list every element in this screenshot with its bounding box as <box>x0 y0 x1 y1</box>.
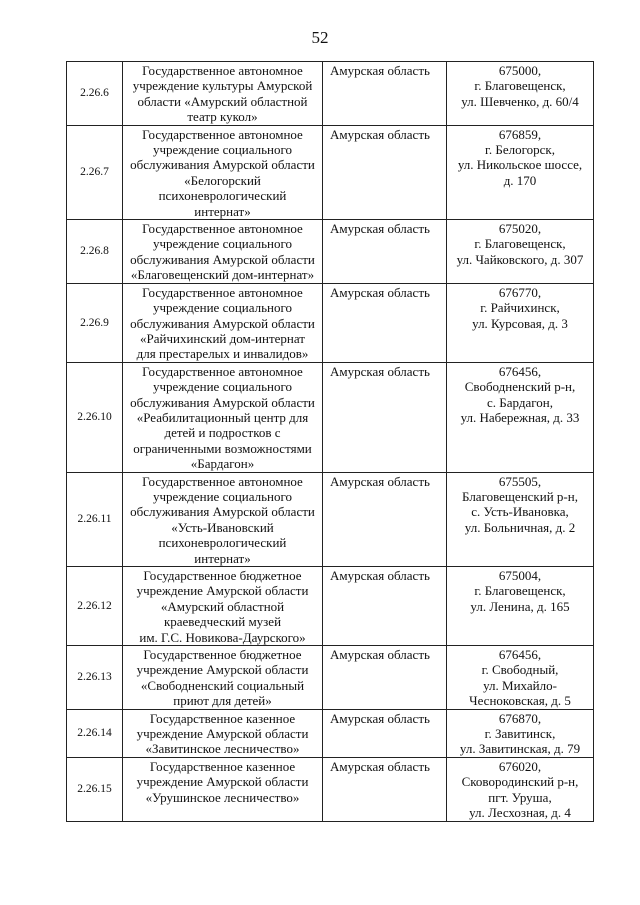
row-number: 2.26.10 <box>67 362 123 472</box>
institution-name-line: Государственное автономное <box>142 363 303 379</box>
row-number: 2.26.12 <box>67 567 123 646</box>
region: Амурская область <box>323 567 447 646</box>
page-number: 52 <box>311 28 329 47</box>
institution-name-line: Государственное автономное <box>142 63 303 78</box>
institution-name-line: учреждение социального <box>152 379 293 395</box>
address-line: с. Усть-Ивановка, <box>471 504 569 520</box>
row-number: 2.26.14 <box>67 709 123 757</box>
institution-name-line: Государственное автономное <box>142 473 303 489</box>
table-row <box>67 709 594 757</box>
institution-name <box>123 220 323 284</box>
address-line: г. Благовещенск, <box>474 236 566 252</box>
institution-name-line: ограниченными возможностями <box>133 440 312 456</box>
address-line: 675505, <box>498 473 542 489</box>
address-line: г. Райчихинск, <box>480 300 560 316</box>
region: Амурская область <box>323 125 447 219</box>
institution-name-line: Государственное автономное <box>142 126 303 142</box>
table-row <box>67 62 594 126</box>
address-line: 675020, <box>498 221 542 237</box>
table-row <box>67 567 594 646</box>
institution-name-line: «Амурский областной <box>160 598 285 614</box>
institution-name-line: психоневрологический <box>158 535 287 551</box>
address <box>447 709 594 757</box>
institution-name-line: Государственное бюджетное <box>143 647 302 663</box>
institution-name-line: обслуживания Амурской области <box>130 315 315 331</box>
row-number: 2.26.11 <box>67 472 123 566</box>
institution-name-line: обслуживания Амурской области <box>130 394 315 410</box>
institution-name <box>123 757 323 821</box>
institution-name-line: учреждение социального <box>152 488 293 504</box>
region: Амурская область <box>323 283 447 362</box>
address-line: 676456, <box>498 647 542 663</box>
address-line: Чесноковская, д. 5 <box>469 693 571 709</box>
institution-name <box>123 567 323 646</box>
address-line: г. Завитинск, <box>484 726 556 742</box>
row-number: 2.26.6 <box>67 62 123 126</box>
institution-name-line: учреждение социального <box>152 236 293 252</box>
table-row <box>67 472 594 566</box>
institution-name <box>123 283 323 362</box>
institution-name-line: психоневрологический <box>158 188 287 204</box>
address <box>447 125 594 219</box>
institution-name-line: приют для детей» <box>173 693 272 709</box>
institution-name-line: обслуживания Амурской области <box>130 157 315 173</box>
address <box>447 472 594 566</box>
institution-name-line: учреждение культуры Амурской <box>132 78 313 94</box>
institutions-table <box>66 61 594 822</box>
institution-name <box>123 472 323 566</box>
address-line: с. Бардагон, <box>487 394 553 410</box>
institution-name-line: учреждение Амурской области <box>136 583 309 599</box>
institution-name-line: «Реабилитационный центр для <box>136 409 309 425</box>
address-line: ул. Михайло- <box>483 677 557 693</box>
institution-name-line: учреждение Амурской области <box>136 662 309 678</box>
address-line: 676770, <box>498 284 542 300</box>
institution-name-line: Государственное автономное <box>142 221 303 237</box>
address <box>447 62 594 126</box>
institution-name-line: «Райчихинский дом-интернат <box>140 330 305 346</box>
institution-name <box>123 709 323 757</box>
address <box>447 757 594 821</box>
table-row <box>67 757 594 821</box>
institution-name-line: «Свободненский социальный <box>140 677 305 693</box>
address-line: ул. Ленина, д. 165 <box>470 598 570 614</box>
institution-name-line: Государственное казенное <box>149 758 296 774</box>
table-row <box>67 220 594 284</box>
address-line: г. Свободный, <box>481 662 559 678</box>
institution-name-line: Государственное казенное <box>149 710 296 726</box>
institution-name-line: для престарелых и инвалидов» <box>136 346 309 362</box>
address-line: Сковородинский р-н, <box>461 774 579 790</box>
institution-name-line: детей и подростков с <box>164 425 281 441</box>
address-line: 676859, <box>498 126 542 142</box>
institution-name-line: «Белогорский <box>184 172 261 188</box>
region: Амурская область <box>323 220 447 284</box>
address-line: 676020, <box>498 758 542 774</box>
table-body <box>67 62 594 822</box>
address-line: ул. Набережная, д. 33 <box>460 409 580 425</box>
institution-name-line: интернат» <box>194 550 251 566</box>
address <box>447 283 594 362</box>
address-line: Благовещенский р-н, <box>462 488 578 504</box>
region: Амурская область <box>323 62 447 126</box>
table-row <box>67 283 594 362</box>
institution-name-line: интернат» <box>194 203 251 219</box>
address-line: Свободненский р-н, <box>464 379 576 395</box>
address-line: г. Белогорск, <box>485 142 555 158</box>
address-line: 675004, <box>498 568 542 583</box>
institution-name <box>123 125 323 219</box>
institution-name-line: «Усть-Ивановский <box>171 519 274 535</box>
address-line: ул. Больничная, д. 2 <box>464 519 576 535</box>
address <box>447 567 594 646</box>
row-number: 2.26.13 <box>67 646 123 710</box>
address-line: г. Благовещенск, <box>474 583 566 599</box>
region: Амурская область <box>323 472 447 566</box>
table-row <box>67 125 594 219</box>
institution-name-line: «Урушинское лесничество» <box>145 789 300 805</box>
institution-name-line: учреждение Амурской области <box>136 726 309 742</box>
region: Амурская область <box>323 709 447 757</box>
institution-name-line: Государственное автономное <box>142 284 303 300</box>
institution-name <box>123 62 323 126</box>
institution-name-line: Государственное бюджетное <box>143 568 302 583</box>
table-row <box>67 362 594 472</box>
row-number: 2.26.7 <box>67 125 123 219</box>
institution-name <box>123 362 323 472</box>
region: Амурская область <box>323 757 447 821</box>
address-line: г. Благовещенск, <box>474 78 566 94</box>
institution-name-line: учреждение социального <box>152 300 293 316</box>
address-line: ул. Лесхозная, д. 4 <box>469 805 571 821</box>
row-number: 2.26.8 <box>67 220 123 284</box>
table-row <box>67 646 594 710</box>
address-line: 676870, <box>498 710 542 726</box>
region: Амурская область <box>323 646 447 710</box>
institution-name-line: «Завитинское лесничество» <box>145 741 300 757</box>
institution-name-line: учреждение Амурской области <box>136 774 309 790</box>
institution-name-line: учреждение социального <box>152 142 293 158</box>
institution-name <box>123 646 323 710</box>
row-number: 2.26.15 <box>67 757 123 821</box>
address-line: пгт. Уруша, <box>488 789 552 805</box>
address-line: ул. Никольское шоссе, <box>457 157 583 173</box>
address-line: ул. Курсовая, д. 3 <box>472 315 568 331</box>
address <box>447 220 594 284</box>
institution-name-line: им. Г.С. Новикова-Даурского» <box>139 629 306 645</box>
address-line: ул. Шевченко, д. 60/4 <box>461 93 579 109</box>
institution-name-line: обслуживания Амурской области <box>130 504 315 520</box>
address-line: 675000, <box>498 63 542 78</box>
address-line: 676456, <box>498 363 542 379</box>
address <box>447 646 594 710</box>
institution-name-line: краеведческий музей <box>163 614 282 630</box>
institution-name-line: «Бардагон» <box>190 456 255 472</box>
address-line: д. 170 <box>503 172 537 188</box>
address <box>447 362 594 472</box>
institution-name-line: театр кукол» <box>187 109 258 125</box>
address-line: ул. Чайковского, д. 307 <box>456 251 584 267</box>
institution-name-line: области «Амурский областной <box>137 93 308 109</box>
institution-name-line: обслуживания Амурской области <box>130 251 315 267</box>
region: Амурская область <box>323 362 447 472</box>
institution-name-line: «Благовещенский дом-интернат» <box>130 267 315 283</box>
address-line: ул. Завитинская, д. 79 <box>459 741 581 757</box>
row-number: 2.26.9 <box>67 283 123 362</box>
